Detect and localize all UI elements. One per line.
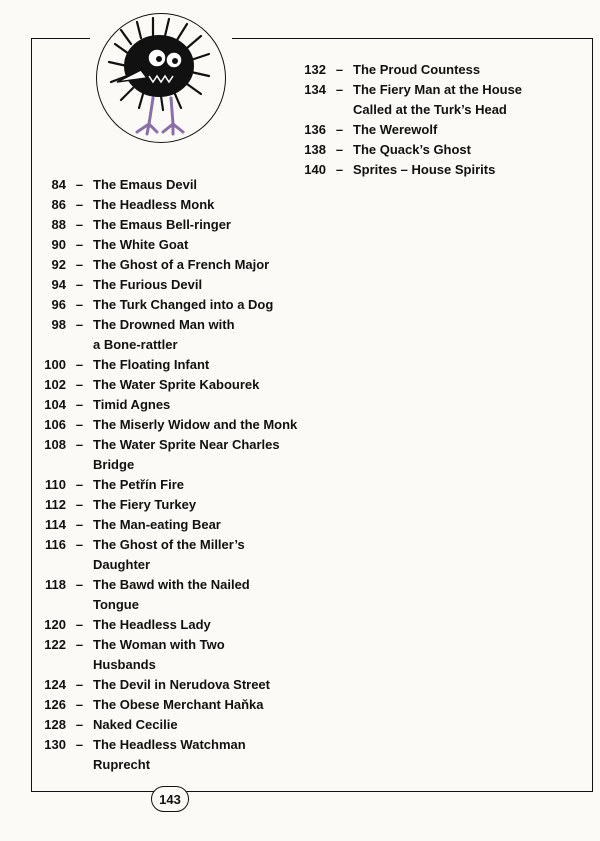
entry-title: The Emaus Devil bbox=[93, 177, 198, 192]
entry-page-number: 100 bbox=[44, 357, 66, 372]
entry-page-number: 90 bbox=[51, 237, 66, 252]
contents-entry bbox=[36, 295, 297, 315]
entry-page-number: 126 bbox=[44, 697, 66, 712]
contents-column-left bbox=[36, 175, 297, 775]
entry-title: The Proud Countess bbox=[353, 62, 481, 77]
entry-dash: – bbox=[75, 257, 84, 272]
entry-page-number: 112 bbox=[45, 497, 66, 512]
entry-title: The Miserly Widow and the Monk bbox=[93, 417, 298, 432]
entry-page-number: 128 bbox=[44, 717, 66, 732]
entry-title: Bridge bbox=[93, 457, 135, 472]
contents-entry bbox=[296, 140, 522, 160]
entry-dash: – bbox=[75, 577, 84, 592]
contents-entry bbox=[296, 80, 522, 120]
contents-entry bbox=[36, 735, 297, 775]
contents-entry bbox=[36, 695, 297, 715]
entry-page-number: 134 bbox=[304, 82, 326, 97]
entry-title: The Fiery Turkey bbox=[93, 497, 197, 512]
entry-dash: – bbox=[75, 397, 84, 412]
entry-dash: – bbox=[75, 177, 84, 192]
entry-dash: – bbox=[335, 82, 344, 97]
entry-title: The White Goat bbox=[93, 237, 189, 252]
entry-dash: – bbox=[75, 357, 84, 372]
entry-page-number: 92 bbox=[51, 257, 66, 272]
entry-title: The Obese Merchant Haňka bbox=[93, 697, 264, 712]
entry-title: The Petřín Fire bbox=[93, 477, 185, 492]
entry-dash: – bbox=[75, 377, 84, 392]
entry-title: The Furious Devil bbox=[93, 277, 203, 292]
entry-dash: – bbox=[75, 637, 84, 652]
entry-dash: – bbox=[335, 162, 344, 177]
entry-page-number: 120 bbox=[44, 617, 66, 632]
entry-page-number: 110 bbox=[45, 477, 66, 492]
contents-entry bbox=[36, 235, 297, 255]
entry-dash: – bbox=[335, 142, 344, 157]
contents-entry bbox=[36, 715, 297, 735]
furry-creature-icon bbox=[97, 14, 226, 143]
entry-page-number: 122 bbox=[44, 637, 66, 652]
contents-entry bbox=[36, 215, 297, 235]
entry-title: The Woman with Two bbox=[93, 637, 225, 652]
page-number: 143 bbox=[151, 786, 189, 812]
entry-page-number: 104 bbox=[44, 397, 66, 412]
entry-page-number: 86 bbox=[51, 197, 66, 212]
entry-page-number: 118 bbox=[45, 577, 66, 592]
entry-title: Daughter bbox=[93, 557, 151, 572]
entry-title: The Water Sprite Kabourek bbox=[93, 377, 260, 392]
contents-entry bbox=[296, 60, 522, 80]
entry-title: The Man-eating Bear bbox=[93, 517, 221, 532]
contents-entry bbox=[36, 615, 297, 635]
contents-entry bbox=[296, 160, 522, 180]
entry-page-number: 84 bbox=[51, 177, 66, 192]
entry-page-number: 108 bbox=[44, 437, 66, 452]
contents-entry bbox=[296, 120, 522, 140]
entry-title: The Ghost of the Miller’s bbox=[93, 537, 245, 552]
entry-dash: – bbox=[75, 677, 84, 692]
entry-title: The Drowned Man with bbox=[93, 317, 235, 332]
entry-page-number: 96 bbox=[51, 297, 66, 312]
entry-dash: – bbox=[75, 477, 84, 492]
entry-dash: – bbox=[75, 517, 84, 532]
entry-title: Tongue bbox=[93, 597, 139, 612]
entry-dash: – bbox=[75, 217, 84, 232]
entry-page-number: 132 bbox=[304, 62, 326, 77]
entry-title: The Headless Monk bbox=[93, 197, 215, 212]
contents-column-right bbox=[296, 60, 522, 180]
contents-entry bbox=[36, 175, 297, 195]
entry-title: Timid Agnes bbox=[93, 397, 171, 412]
contents-entry bbox=[36, 675, 297, 695]
entry-page-number: 114 bbox=[45, 517, 66, 532]
entry-dash: – bbox=[75, 617, 84, 632]
entry-title: The Headless Lady bbox=[93, 617, 211, 632]
contents-entry bbox=[36, 315, 297, 355]
entry-title: Ruprecht bbox=[93, 757, 151, 772]
illustration-medallion bbox=[96, 13, 226, 143]
entry-page-number: 140 bbox=[304, 162, 326, 177]
entry-title: Husbands bbox=[93, 657, 156, 672]
entry-title: The Werewolf bbox=[353, 122, 438, 137]
entry-dash: – bbox=[75, 197, 84, 212]
contents-entry bbox=[36, 515, 297, 535]
contents-entry bbox=[36, 255, 297, 275]
entry-dash: – bbox=[75, 717, 84, 732]
entry-dash: – bbox=[335, 122, 344, 137]
entry-title: The Emaus Bell-ringer bbox=[93, 217, 231, 232]
entry-title: a Bone-rattler bbox=[93, 337, 178, 352]
entry-page-number: 88 bbox=[51, 217, 66, 232]
entry-dash: – bbox=[75, 497, 84, 512]
contents-entry bbox=[36, 535, 297, 575]
entry-title: The Turk Changed into a Dog bbox=[93, 297, 274, 312]
entry-title: Sprites – House Spirits bbox=[353, 162, 496, 177]
entry-page-number: 136 bbox=[304, 122, 326, 137]
contents-entry bbox=[36, 495, 297, 515]
entry-dash: – bbox=[75, 437, 84, 452]
entry-page-number: 102 bbox=[44, 377, 66, 392]
contents-entry bbox=[36, 355, 297, 375]
entry-page-number: 94 bbox=[51, 277, 66, 292]
entry-title: The Bawd with the Nailed bbox=[93, 577, 250, 592]
contents-entry bbox=[36, 575, 297, 615]
entry-title: Called at the Turk’s Head bbox=[353, 102, 507, 117]
contents-entry bbox=[36, 275, 297, 295]
entry-dash: – bbox=[75, 537, 84, 552]
contents-entry bbox=[36, 375, 297, 395]
entry-dash: – bbox=[75, 737, 84, 752]
entry-title: The Headless Watchman bbox=[93, 737, 246, 752]
entry-dash: – bbox=[75, 297, 84, 312]
entry-title: The Water Sprite Near Charles bbox=[93, 437, 280, 452]
entry-page-number: 116 bbox=[45, 537, 66, 552]
contents-entry bbox=[36, 475, 297, 495]
contents-entry bbox=[36, 395, 297, 415]
entry-dash: – bbox=[75, 317, 84, 332]
entry-title: The Floating Infant bbox=[93, 357, 210, 372]
entry-title: The Quack’s Ghost bbox=[353, 142, 471, 157]
entry-title: Naked Cecilie bbox=[93, 717, 178, 732]
entry-dash: – bbox=[75, 277, 84, 292]
contents-entry bbox=[36, 635, 297, 675]
entry-title: The Ghost of a French Major bbox=[93, 257, 270, 272]
contents-entry bbox=[36, 195, 297, 215]
entry-dash: – bbox=[75, 697, 84, 712]
entry-dash: – bbox=[75, 237, 84, 252]
entry-page-number: 106 bbox=[44, 417, 66, 432]
entry-page-number: 98 bbox=[51, 317, 66, 332]
entry-title: The Fiery Man at the House bbox=[353, 82, 523, 97]
entry-dash: – bbox=[75, 417, 84, 432]
contents-entry bbox=[36, 435, 297, 475]
entry-page-number: 138 bbox=[304, 142, 326, 157]
entry-page-number: 124 bbox=[44, 677, 66, 692]
contents-entry bbox=[36, 415, 297, 435]
entry-page-number: 130 bbox=[44, 737, 66, 752]
entry-dash: – bbox=[335, 62, 344, 77]
entry-title: The Devil in Nerudova Street bbox=[93, 677, 270, 692]
